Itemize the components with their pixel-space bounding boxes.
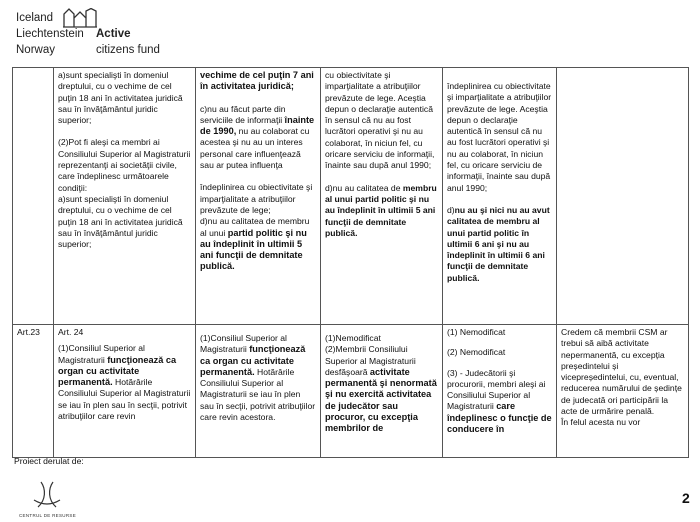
- funder-logo: [16, 8, 256, 60]
- text: c)nu au făcut parte din serviciile de informaţii: [200, 103, 286, 125]
- article-cell: [13, 68, 54, 325]
- article-number-cell: Art.23: [13, 325, 54, 458]
- amendment-cell: [443, 68, 557, 325]
- paragraph: îndeplinirea cu obiectivitate şi imparţialitate a atribuţiilor prevăzute de lege;: [200, 182, 313, 215]
- paragraph: (2)Pot fi aleşi ca membri ai Consiliului Superior al Magistraturii reprezentanţi ai societăţii civile, care îndeplinesc următoarele condiţii:: [58, 137, 191, 193]
- paragraph: [200, 104, 316, 172]
- paragraph: [325, 344, 438, 434]
- law-text-cell: [54, 68, 196, 325]
- text: d)nu au calitatea de: [325, 182, 403, 193]
- bold-text: nu au şi nici nu au avut calitatea de membru al unui partid politic în ultimii 6 ani şi nu au îndeplinit în ultimii 6 ani funcţii de demnitate publică.: [447, 204, 550, 283]
- paragraph: vechime de cel puţin 7 ani în activitatea juridică;: [200, 70, 314, 92]
- bold-text: funcţionează ca organ cu activitate permanentă.: [58, 354, 177, 388]
- resource-center-logo-icon: [32, 480, 62, 510]
- paragraph: cu obiectivitate şi imparţialitate a atribuţiilor prevăzute de lege. Aceştia depun o declaraţie autentică în sensul că nu au fost lucrători operativi şi nu au colaborat, în niciun fel, cu oricare serviciu de informaţii, înainte sau după anul 1990;: [325, 70, 435, 171]
- text: d): [447, 204, 455, 215]
- text: Hotărârile Consiliului Superior al Magistraturii se iau în plen sau în secţii, potrivit atribuţiilor care revin acestora.: [200, 366, 316, 423]
- table-row: [13, 68, 689, 325]
- comment-cell: [557, 325, 689, 458]
- table-row: [13, 325, 689, 458]
- proposal-cell: [196, 68, 321, 325]
- logo-text-citizens-fund: citizens fund: [96, 44, 160, 56]
- paragraph: a)sunt specialişti în domeniul dreptului, cu o vechime de cel puţin 18 ani în activitatea juridică sau în învăţământul juridic superior;: [58, 193, 183, 250]
- comparison-table: [12, 67, 689, 458]
- text: (1)Consiliul Superior al Magistraturii: [58, 343, 145, 365]
- bold-text: funcţionează ca organ cu activitate permanentă.: [200, 344, 306, 377]
- bold-text: partid politic şi nu au îndeplinit în ultimii 5 ani funcţii de demnitate publică.: [200, 227, 307, 272]
- paragraph: [447, 205, 552, 284]
- amendment-cell: [443, 325, 557, 458]
- proposal-cell: [196, 325, 321, 458]
- logo-text-norway: Norway: [16, 44, 55, 56]
- page-number: 2: [682, 490, 690, 506]
- text: (1)Consiliul Superior al Magistraturii: [200, 333, 287, 355]
- paragraph: a)sunt specialişti în domeniul dreptului, cu o vechime de cel puţin 18 ani în activitatea juridică sau în învăţământul juridic superior;: [58, 70, 183, 126]
- paragraph: (1)Nemodificat: [325, 333, 381, 343]
- paragraph: [58, 343, 191, 422]
- project-label: Proiect derulat de:: [14, 456, 84, 466]
- paragraph: (1) Nemodificat: [447, 327, 506, 337]
- logo-text-iceland: Iceland: [16, 12, 54, 24]
- buildings-logo-icon: [63, 8, 97, 28]
- bold-text: membru al unui partid politic şi nu au îndeplinit în ultimii 5 ani funcţii de demnitate publică.: [325, 182, 437, 238]
- paragraph: [447, 368, 552, 436]
- paragraph: Credem că membrii CSM ar trebui să aibă activitate nepermanentă, cu excepția președintelui și vicepreședintelui, cu, eventual, reducerea numărului de ședințe de judecată ori participării la acte de urmărire penală.: [561, 327, 682, 417]
- bold-text: care îndeplinesc o funcţie de conducere în: [447, 401, 552, 435]
- paragraph: [325, 183, 438, 239]
- law-text-cell: [54, 325, 196, 458]
- bold-text: înainte de 1990,: [200, 114, 315, 137]
- text: Hotărârile Consiliului Superior al Magistraturii se iau în plen sau în secţii, potrivit atribuţiilor care revin: [58, 377, 191, 422]
- paragraph: îndeplinirea cu obiectivitate şi imparţialitate a atribuţiilor prevăzute de lege. Aceştia depun o declaraţie autentică în sensul că nu au fost lucrători operativi şi nu au colaborat, în niciun fel, cu oricare serviciu de informaţii, înainte sau după anul 1990;: [447, 81, 552, 193]
- paragraph: În felul acesta nu vor: [561, 417, 641, 428]
- text: d)nu au calitatea de membru al unui: [200, 216, 310, 238]
- paragraph: [200, 333, 316, 423]
- amendment-cell: [321, 68, 443, 325]
- logo-text-liechtenstein: Liechtenstein: [16, 28, 84, 40]
- bold-text: activitate permanentă şi nenormată şi nu exercită activitatea de judecător sau procuror, cu excepţia membrilor de: [325, 366, 437, 434]
- paragraph: [200, 216, 316, 272]
- paragraph: (2) Nemodificat: [447, 347, 506, 358]
- logo-caption: CENTRUL DE RESURSE: [19, 513, 76, 518]
- text: (2)Membrii Consiliului Superior al Magistraturii desfăşoară: [325, 344, 416, 377]
- article-title: Art. 24: [58, 327, 84, 337]
- logo-text-active: Active: [96, 28, 131, 40]
- text: (3) - Judecătorii şi procurorii, membri aleşi ai Consiliului Superior al Magistraturii: [447, 367, 546, 412]
- comment-cell: [557, 68, 689, 325]
- text: nu au colaborat cu acestea şi nu au un interes personal care influenţează sau ar putea influenţa: [200, 126, 310, 171]
- amendment-cell: [321, 325, 443, 458]
